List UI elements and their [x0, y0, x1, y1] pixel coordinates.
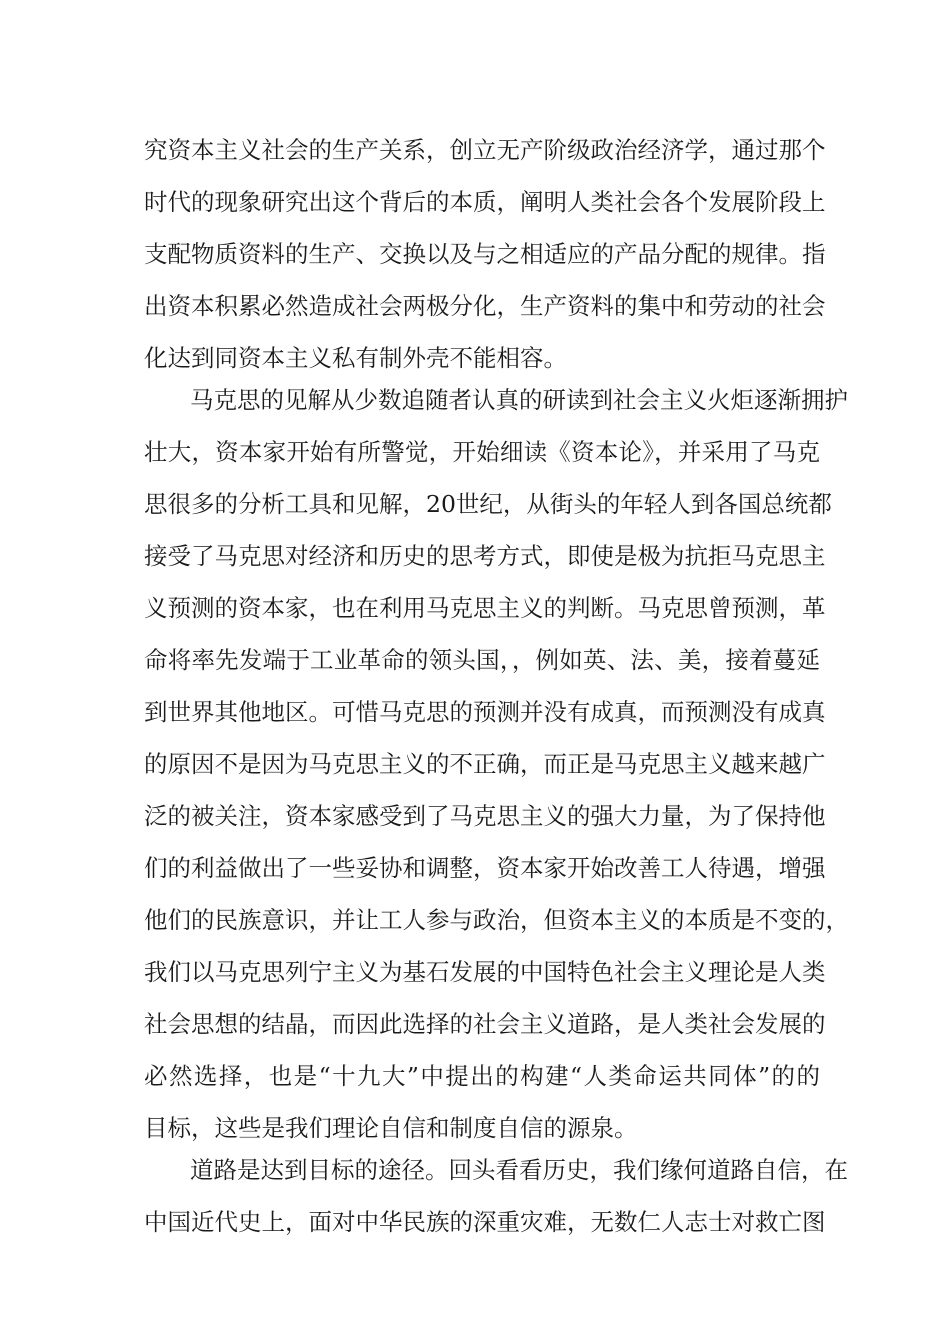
text-line: 社会思想的结晶，而因此选择的社会主义道路，是人类社会发展的	[144, 1010, 826, 1038]
text-line: 化达到同资本主义私有制外壳不能相容。	[144, 344, 567, 372]
text-line: 接受了马克思对经济和历史的思考方式，即使是极为抗拒马克思主	[144, 542, 826, 570]
text-line: 必然选择，也是“十九大”中提出的构建“人类命运共同体”的的	[144, 1062, 820, 1090]
text-line: 出资本积累必然造成社会两极分化，生产资料的集中和劳动的社会	[144, 292, 826, 320]
text-line: 泛的被关注，资本家感受到了马克思主义的强大力量，为了保持他	[144, 802, 826, 830]
text-line: 我们以马克思列宁主义为基石发展的中国特色社会主义理论是人类	[144, 958, 826, 986]
text-line: 到世界其他地区。可惜马克思的预测并没有成真，而预测没有成真	[144, 698, 826, 726]
text-line: 马克思的见解从少数追随者认真的研读到社会主义火炬逐渐拥护	[190, 386, 848, 414]
text-line: 支配物质资料的生产、交换以及与之相适应的产品分配的规律。指	[144, 240, 826, 268]
text-line: 命将率先发端于工业革命的领头国，，例如英、法、美，接着蔓延	[144, 646, 820, 674]
text-line: 目标，这些是我们理论自信和制度自信的源泉。	[144, 1114, 638, 1142]
text-line: 义预测的资本家，也在利用马克思主义的判断。马克思曾预测，革	[144, 594, 826, 622]
text-line: 的原因不是因为马克思主义的不正确，而正是马克思主义越来越广	[144, 750, 826, 778]
text-line: 中国近代史上，面对中华民族的深重灾难，无数仁人志士对救亡图	[144, 1208, 826, 1236]
text-line: 壮大，资本家开始有所警觉，开始细读《资本论》，并采用了马克	[144, 438, 820, 466]
text-line: 们的利益做出了一些妥协和调整，资本家开始改善工人待遇，增强	[144, 854, 826, 882]
text-line: 时代的现象研究出这个背后的本质，阐明人类社会各个发展阶段上	[144, 188, 826, 216]
text-line: 道路是达到目标的途径。回头看看历史，我们缘何道路自信，在	[190, 1156, 848, 1184]
text-line: 究资本主义社会的生产关系，创立无产阶级政治经济学，通过那个	[144, 136, 826, 164]
text-line: 他们的民族意识，并让工人参与政治，但资本主义的本质是不变的，	[144, 906, 849, 934]
text-line: 思很多的分析工具和见解，20世纪，从街头的年轻人到各国总统都	[144, 490, 832, 518]
